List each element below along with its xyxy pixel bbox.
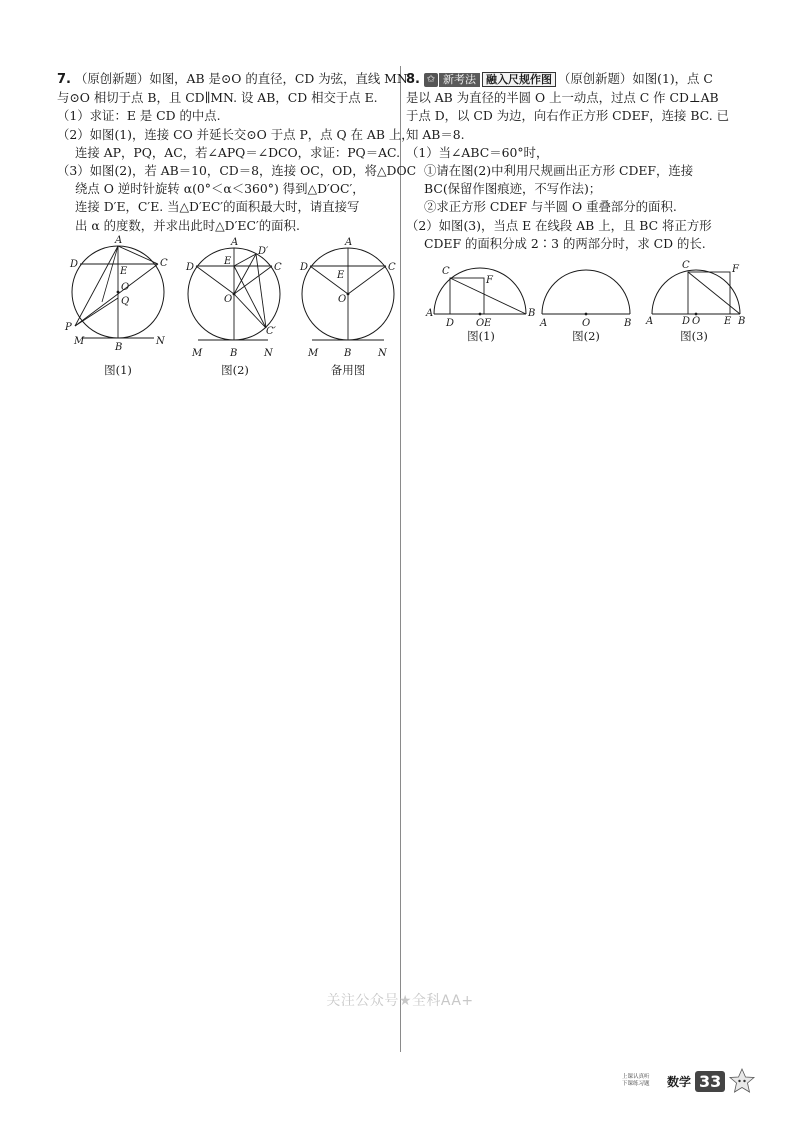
point-label: D [682, 316, 691, 327]
point-label: F [732, 264, 739, 275]
part-1-text: （1）当∠ABC＝60°时， [406, 144, 549, 160]
point-label: M [74, 336, 85, 347]
star-mascot-icon [727, 1068, 757, 1094]
question-8 [406, 70, 746, 253]
point-label: B [528, 308, 536, 319]
point-label: O [224, 294, 233, 305]
page-number: 33 [695, 1071, 725, 1092]
point-label: A [345, 237, 353, 248]
watermark-text: 关注公众号★全科AA+ [326, 993, 474, 1009]
part-1a-text: ①请在图(2)中利用尺规画出正方形 CDEF，连接 [424, 163, 694, 179]
tag-label: 新考法 [439, 73, 480, 87]
point-label: D′ [258, 246, 269, 257]
point-label: F [486, 275, 493, 286]
point-label: D [186, 262, 195, 273]
point-label: A [426, 308, 434, 319]
figure-caption: 图(2) [572, 329, 600, 343]
point-label: M [308, 348, 319, 359]
figure-caption: 图(2) [221, 363, 249, 377]
question-number: 7. [57, 72, 71, 87]
star-icon: ✩ [424, 73, 438, 87]
part-2-text: （2）如图(1)，连接 CO 并延长交⊙O 于点 P，点 Q 在 AB 上， [57, 126, 414, 142]
point-label: A [231, 237, 239, 248]
point-label: D [70, 259, 79, 270]
point-label: C′ [266, 326, 276, 337]
part-3-text: 连接 D′E，C′E. 当△D′EC′的面积最大时，请直接写 [75, 199, 360, 215]
figure-caption: 图(1) [104, 363, 132, 377]
point-label: C [388, 262, 396, 273]
point-label: O [582, 318, 591, 328]
part-3-text: 绕点 O 逆时针旋转 α(0°＜α＜360°) 得到△D′OC′， [75, 181, 365, 197]
part-1b-text: ②求正方形 CDEF 与半圆 O 重叠部分的面积. [424, 199, 677, 215]
point-label: P [65, 322, 72, 333]
question-text: 知 AB＝8. [406, 126, 465, 142]
part-1-text: （1）求证：E 是 CD 的中点. [57, 108, 221, 124]
figure-caption: 图(3) [680, 329, 708, 343]
q8-figure-2 [536, 262, 636, 328]
part-2-text: （2）如图(3)，当点 E 在线段 AB 上，且 BC 将正方形 [406, 217, 712, 233]
subject-label: 数学 [667, 1074, 692, 1089]
new-method-tag [424, 72, 556, 87]
point-label: C [274, 262, 282, 273]
point-label: E [724, 316, 732, 327]
point-label: B [115, 342, 123, 353]
point-label: Q [121, 296, 130, 307]
point-label: C [160, 258, 168, 269]
point-label: N [156, 336, 165, 347]
part-3-text: （3）如图(2)，若 AB＝10，CD＝8，连接 OC，OD，将△DOC [57, 163, 417, 179]
point-label: N [378, 348, 387, 359]
figure-caption: 备用图 [330, 363, 366, 377]
question-number: 8. [406, 72, 420, 87]
tag-ruler-construction: 融入尺规作图 [482, 72, 556, 87]
point-label: B [344, 348, 352, 359]
column-divider [400, 66, 401, 1052]
part-1a-text: BC(保留作图痕迹，不写作法)； [424, 181, 602, 197]
point-label: A [115, 235, 123, 246]
point-label: E [120, 266, 128, 277]
point-label: C [682, 260, 690, 271]
question-text: （原创新题）如图，AB 是⊙O 的直径，CD 为弦，直线 MN [74, 71, 408, 86]
point-label: A [540, 318, 548, 328]
point-label: N [264, 348, 273, 359]
question-text: 是以 AB 为直径的半圆 O 上一动点，过点 C 作 CD⊥AB [406, 90, 719, 106]
part-3-text: 出 α 的度数，并求出此时△D′EC′的面积. [75, 217, 300, 233]
point-label: O [338, 294, 347, 305]
page-footer [622, 1068, 757, 1094]
question-text: 于点 D，以 CD 为边，向右作正方形 CDEF，连接 BC. 已 [406, 108, 729, 124]
point-label: B [624, 318, 632, 328]
q7-figure-2 [180, 232, 292, 360]
point-label: O [121, 282, 130, 293]
point-label: B [738, 316, 746, 327]
point-label: O [476, 318, 485, 328]
footer-slogan [622, 1074, 664, 1088]
point-label: E [337, 270, 345, 281]
point-label: E [224, 256, 232, 267]
part-2-text: CDEF 的面积分成 2∶3 的两部分时，求 CD 的长. [424, 235, 706, 251]
q7-figure-1 [62, 232, 174, 360]
point-label: B [230, 348, 238, 359]
question-7 [57, 70, 417, 235]
point-label: A [646, 316, 654, 327]
point-label: M [192, 348, 203, 359]
point-label: D [446, 318, 455, 328]
point-label: E [484, 318, 492, 328]
question-text: （原创新题）如图(1)，点 C [557, 71, 713, 86]
part-2-text: 连接 AP，PQ，AC，若∠APQ＝∠DCO，求证：PQ＝AC. [75, 144, 401, 160]
point-label: O [692, 316, 701, 327]
q7-figure-backup [294, 232, 402, 360]
q8-figure-1 [424, 262, 536, 328]
q8-figure-3 [644, 258, 748, 328]
figure-caption: 图(1) [467, 329, 495, 343]
footer-slogan-line: 下课练习题 [622, 1081, 650, 1087]
point-label: C [442, 266, 450, 277]
point-label: D [300, 262, 309, 273]
footer-slogan-line: 上课认真听 [622, 1074, 650, 1080]
question-text: 与⊙O 相切于点 B，且 CD∥MN. 设 AB，CD 相交于点 E. [57, 90, 378, 106]
